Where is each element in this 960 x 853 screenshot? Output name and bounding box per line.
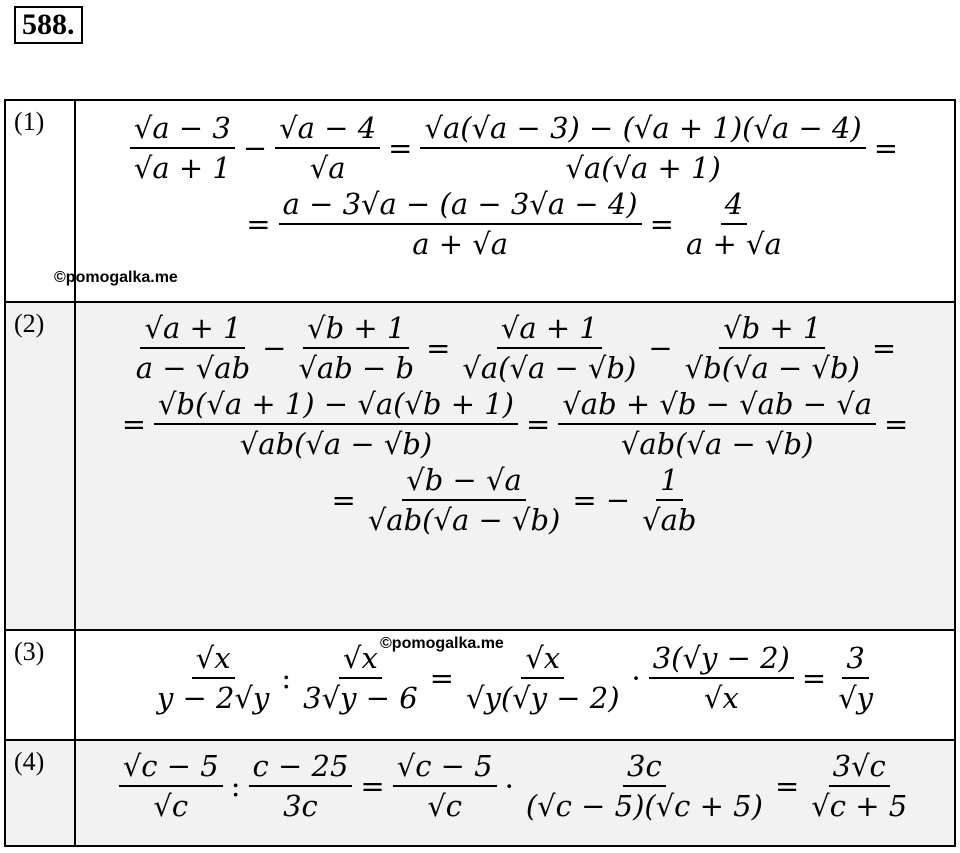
fraction: $\frac{√x}{y - 2√y}$ (156, 641, 270, 715)
row-label: (1) (5, 100, 75, 302)
watermark: ©pomogalka.me (380, 635, 504, 652)
fraction: $\frac{√ab + √b - √ab - √a}{√ab(√a - √b)}$ (558, 387, 876, 461)
fraction: $\frac{3(√y - 2)}{√x}$ (649, 641, 794, 715)
row-label: (2) (5, 302, 75, 630)
solution-table (4, 99, 956, 847)
math-line: $\frac{√c - 5}{√c}$ : $\frac{c - 25}{3c}$ = $\frac{√c - 5}{√c}$ · $\frac{3c}{(√c - 5)(√c + 5)}$ = $\frac{3√c}{√c + 5}$ (76, 749, 954, 823)
math-line: = $\frac{√b - √a}{√ab(√a - √b)}$ = − $\frac{1}{√ab}$ (76, 463, 954, 537)
fraction: $\frac{3c}{(√c - 5)(√c + 5)}$ (525, 749, 763, 823)
row-body (75, 630, 955, 740)
row-label: (4) (5, 740, 75, 846)
fraction: $\frac{√x}{√y(√y - 2)}$ (465, 641, 620, 715)
fraction: $\frac{√b + 1}{√b(√a - √b)}$ (684, 311, 860, 385)
table-row (5, 740, 955, 846)
fraction: $\frac{√c - 5}{√c}$ (119, 749, 223, 823)
math-line: $\frac{√x}{y - 2√y}$ : $\frac{√x}{3√y - 6}$ = $\frac{√x}{√y(√y - 2)}$ · $\frac{3(√y - 2)}{√x}$ = $\frac{3}{√y}$ (76, 641, 954, 715)
fraction: $\frac{√a + 1}{√a(√a - √b)}$ (462, 311, 637, 385)
fraction: $\frac{√a(√a - 3) - (√a + 1)(√a - 4)}{√a(√a + 1)}$ (420, 111, 865, 185)
fraction: $\frac{√a - 4}{√a}$ (275, 111, 380, 185)
table-row (5, 630, 955, 740)
row-body (75, 740, 955, 846)
fraction: $\frac{√a - 3}{√a + 1}$ (130, 111, 235, 185)
fraction: $\frac{4}{a + √a}$ (685, 187, 782, 261)
math-line: = $\frac{√b(√a + 1) - √a(√b + 1)}{√ab(√a - √b)}$ = $\frac{√ab + √b - √ab - √a}{√ab(√a - √b)}$ = (121, 387, 909, 461)
problem-number: 588. (14, 6, 83, 44)
table-row (5, 302, 955, 630)
fraction: $\frac{3}{√y}$ (838, 641, 874, 715)
fraction: $\frac{3√c}{√c + 5}$ (811, 749, 908, 823)
math-line: = $\frac{a - 3√a - (a - 3√a - 4)}{a + √a}$ = $\frac{4}{a + √a}$ (76, 187, 954, 261)
row-body (54, 100, 955, 302)
table-row (5, 100, 955, 302)
fraction: $\frac{√b - √a}{√ab(√a - √b)}$ (367, 463, 561, 537)
row-body (75, 302, 955, 630)
fraction: $\frac{√c - 5}{√c}$ (393, 749, 497, 823)
row-label: (3) (5, 630, 75, 740)
fraction: $\frac{√x}{3√y - 6}$ (303, 641, 418, 715)
math-line: $\frac{√a + 1}{a - √ab}$ − $\frac{√b + 1}{√ab - b}$ = $\frac{√a + 1}{√a(√a - √b)}$ − $\frac{√b + 1}{√b(√a - √b)}$ = (76, 311, 954, 385)
fraction: $\frac{√b(√a + 1) - √a(√b + 1)}{√ab(√a - √b)}$ (154, 387, 518, 461)
fraction: $\frac{√a + 1}{a - √ab}$ (135, 311, 251, 385)
fraction: $\frac{1}{√ab}$ (642, 463, 697, 537)
fraction: $\frac{a - 3√a - (a - 3√a - 4)}{a + √a}$ (279, 187, 642, 261)
fraction: $\frac{c - 25}{3c}$ (249, 749, 353, 823)
math-line: $\frac{√a - 3}{√a + 1}$ − $\frac{√a - 4}{√a}$ = $\frac{√a(√a - 3) - (√a + 1)(√a - 4)}{√a(√a + 1)}$ = (76, 111, 954, 185)
watermark: ©pomogalka.me (54, 269, 178, 286)
fraction: $\frac{√b + 1}{√ab - b}$ (298, 311, 415, 385)
